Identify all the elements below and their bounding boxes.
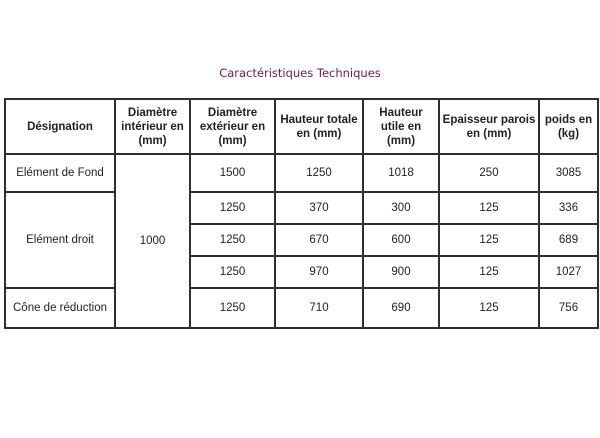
cell-utile: 900	[363, 256, 439, 288]
cell-poids: 756	[539, 288, 598, 328]
cell-utile: 600	[363, 224, 439, 256]
header-designation: Désignation	[5, 99, 115, 154]
cell-parois: 125	[439, 288, 539, 328]
table-row	[5, 154, 598, 192]
group-cone-de-reduction: Cône de réduction	[5, 288, 115, 328]
table-row	[5, 192, 598, 224]
cell-ext: 1250	[190, 224, 275, 256]
header-row	[5, 99, 598, 154]
cell-parois: 125	[439, 224, 539, 256]
header-diametre-interieur: Diamètre intérieur en (mm)	[115, 99, 190, 154]
technical-table	[4, 98, 599, 329]
cell-ext: 1250	[190, 256, 275, 288]
table-row	[5, 288, 598, 328]
cell-ext: 1500	[190, 154, 275, 192]
cell-totale: 1250	[275, 154, 363, 192]
cell-parois: 125	[439, 256, 539, 288]
cell-ext: 1250	[190, 288, 275, 328]
cell-totale: 370	[275, 192, 363, 224]
cell-poids: 3085	[539, 154, 598, 192]
cell-poids: 336	[539, 192, 598, 224]
cell-parois: 250	[439, 154, 539, 192]
cell-utile: 300	[363, 192, 439, 224]
cell-totale: 670	[275, 224, 363, 256]
cell-ext: 1250	[190, 192, 275, 224]
cell-poids: 689	[539, 224, 598, 256]
cell-parois: 125	[439, 192, 539, 224]
diametre-interieur-value: 1000	[115, 154, 190, 328]
page-title: Caractéristiques Techniques	[219, 66, 381, 80]
cell-totale: 970	[275, 256, 363, 288]
cell-utile: 1018	[363, 154, 439, 192]
cell-utile: 690	[363, 288, 439, 328]
cell-totale: 710	[275, 288, 363, 328]
group-element-droit: Elément droit	[5, 192, 115, 288]
header-epaisseur-parois: Epaisseur parois en (mm)	[439, 99, 539, 154]
header-diametre-exterieur: Diamètre extérieur en (mm)	[190, 99, 275, 154]
header-poids: poids en (kg)	[539, 99, 598, 154]
header-hauteur-utile: Hauteur utile en (mm)	[363, 99, 439, 154]
cell-poids: 1027	[539, 256, 598, 288]
group-element-de-fond: Elément de Fond	[5, 154, 115, 192]
header-hauteur-totale: Hauteur totale en (mm)	[275, 99, 363, 154]
